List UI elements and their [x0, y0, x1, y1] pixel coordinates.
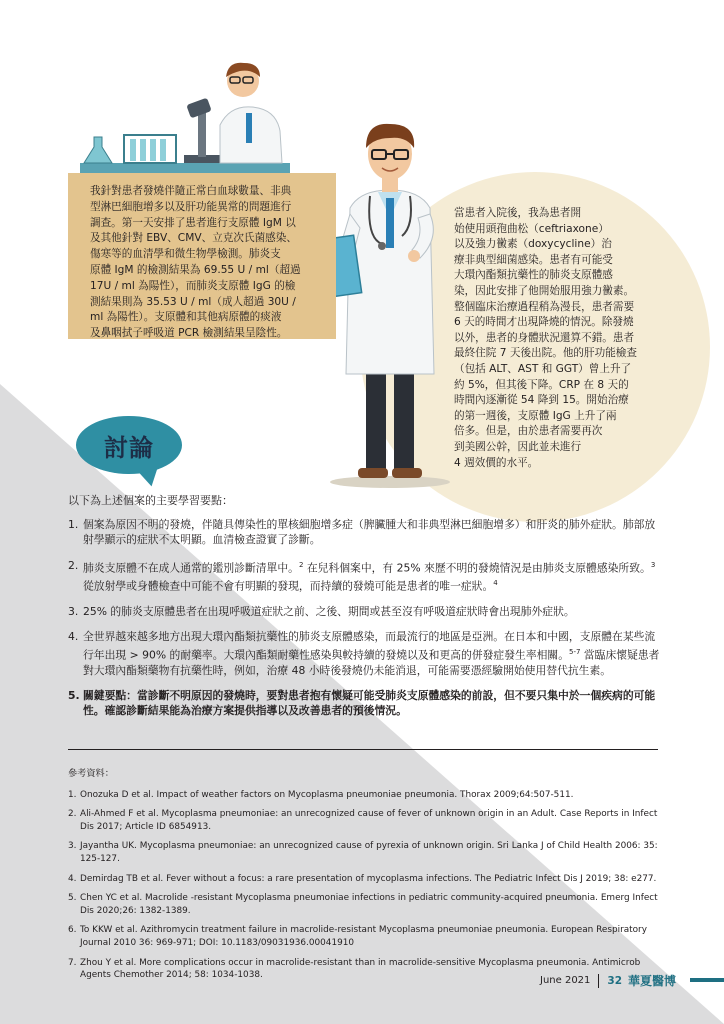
learning-point-key [68, 688, 660, 719]
learning-point [68, 558, 660, 594]
circle-line: （包括 ALT、AST 和 GGT）曾上升了 [454, 362, 632, 375]
point-text-part: 從放射學或身體檢查中可能不會有明顯的發現，而持續的發燒可能是患者的唯一症狀。 [83, 579, 494, 593]
learning-points-list [68, 517, 660, 729]
circle-line: 當患者入院後，我為患者開 [454, 207, 582, 219]
ref-number: 7. [68, 957, 77, 968]
reference-item [68, 789, 660, 802]
reference-item [68, 873, 660, 886]
ref-number: 2. [68, 809, 77, 820]
citation: 4 [493, 578, 498, 587]
ref-number: 5. [68, 893, 77, 904]
point-text [83, 558, 660, 594]
ref-text: Chen YC et al. Macrolide -resistant Mycoplasma pneumoniae infections in pediatric community-acquired pneumonia. Emerg Infect Dis 2020;26: 1382-1389. [80, 893, 658, 916]
circle-line: 始使用頭孢曲松（ceftriaxone） [454, 222, 609, 235]
references-title: 參考資料： [68, 768, 114, 779]
ref-text: Onozuka D et al. Impact of weather factors on Mycoplasma pneumoniae pneumonia. Thorax 2009;64:507-511. [80, 789, 574, 800]
box-line: 型淋巴細胞增多以及肝功能異常的問題進行 [90, 200, 292, 213]
learning-points-intro: 以下為上述個案的主要學習要點： [68, 494, 233, 507]
learning-point [68, 604, 660, 619]
reference-item [68, 892, 660, 917]
circle-line: 大環內酯類抗藥性的肺炎支原體感 [454, 269, 613, 282]
ref-number: 6. [68, 925, 77, 936]
box-line: 傷寒等的血清學和微生物學檢測。肺炎支 [90, 248, 281, 261]
ref-number: 1. [68, 789, 77, 800]
box-line: 調查。第一天安排了患者進行支原體 IgM 以 [90, 216, 296, 229]
citation: 3 [650, 560, 656, 569]
point-text-part: 當臨床懷疑患者對大環內酯類藥物有抗藥性時，例如，治療 48 小時後發燒仍未能消退，可能需要憑經驗開始使用替代抗生素。 [83, 648, 660, 677]
circle-line: 以外，患者的身體狀況還算不錯。患者 [454, 331, 635, 344]
footer-separator [598, 974, 599, 988]
footer-accent-bar [690, 978, 724, 982]
doctor-standing-illustration [320, 118, 460, 490]
point-number: 5. [68, 689, 80, 703]
issue-date: June 2021 [540, 975, 591, 986]
point-text-part: 全世界越來越多地方出現大環內酯類抗藥性的肺炎支原體感染，而最流行的地區是亞洲。在日本和中國，支原體在某些流行年出現 > 90% 的耐藥率。大環內酯類耐藥性感染與較持續的發燒以及和更高的併發症發生率相關。 [83, 630, 656, 662]
magazine-logo: 華夏醫博 [628, 974, 677, 988]
reference-item [68, 840, 660, 865]
circle-line: 6 天的時間才出現降燒的情況。除發燒 [454, 316, 634, 329]
references [68, 768, 660, 989]
box-line: 17U / ml 為陽性），而肺炎支原體 IgG 的檢 [90, 279, 296, 292]
circle-line: 到美國公幹，因此並未進行 [454, 440, 582, 453]
box-line: ml 為陽性）。支原體和其他病原體的痰液 [90, 311, 282, 324]
section-title: 討論 [104, 433, 154, 462]
point-text [83, 629, 660, 678]
ref-text: Jayantha UK. Mycoplasma pneumoniae: an unrecognized cause of pyrexia of unknown origin. Sri Lanka J of Child Health 2006: 35: 125-127. [80, 841, 658, 864]
discussion-bubble [76, 416, 182, 474]
box-line: 原體 IgM 的檢測結果為 69.55 U / ml（超過 [90, 263, 301, 276]
ref-number: 3. [68, 841, 77, 852]
page-footer [540, 972, 676, 989]
point-number: 1. [68, 518, 79, 531]
box-line: 及鼻咽拭子呼吸道 PCR 檢測結果呈陰性。 [90, 327, 288, 340]
ref-text: Demirdag TB et al. Fever without a focus: a rare presentation of mycoplasma infections. The Pediatric Infect Dis J 2019; 38: e277. [80, 873, 657, 884]
circle-line: 4 週效價的水平。 [454, 456, 539, 469]
point-number: 4. [68, 630, 79, 644]
ref-text: To KKW et al. Azithromycin treatment failure in macrolide-resistant Mycoplasma pneumoniae pneumonia. European Respiratory Journal 2010 36: 969-971; DOI: 10.1183/09031936.00041910 [80, 925, 647, 948]
case-investigation-box [68, 173, 336, 339]
circle-line: 約 5%，但其後下降。CRP 在 8 天的 [454, 378, 629, 391]
citation: 2 [298, 560, 304, 569]
learning-point [68, 629, 660, 678]
point-number: 2. [68, 558, 79, 572]
ref-text: Zhou Y et al. More complications occur in macrolide-resistant than in macrolide-sensitive Mycoplasma pneumonia. Antimicrob Agents Chemother 2014; 58: 1034-1038. [80, 957, 641, 981]
ref-number: 4. [68, 873, 77, 884]
ref-text: Ali-Ahmed F et al. Mycoplasma pneumoniae: an unrecognized cause of fever of unknown origin in an Adult. Case Reports in Infect Dis 2017; Article ID 6854913. [80, 809, 658, 832]
circle-line: 最終住院 7 天後出院。他的肝功能檢查 [454, 347, 637, 360]
point-text: 關鍵要點：當診斷不明原因的發燒時，要對患者抱有懷疑可能受肺炎支原體感染的前設，但不要只集中於一個疾病的可能性。確認診斷結果能為治療方案提供指導以及改善患者的預後情況。 [83, 689, 656, 718]
treatment-text [454, 206, 666, 471]
divider [68, 749, 658, 750]
circle-line: 染，因此安排了他開始服用強力黴素。 [454, 284, 635, 297]
learning-point [68, 517, 660, 548]
doctor-microscope-illustration [80, 55, 300, 180]
circle-line: 整個臨床治療過程稍為漫長，患者需要 [454, 300, 635, 313]
point-text-part: 在兒科個案中，有 25% 來歷不明的發燒情況是由肺炎支原體感染所致。 [303, 561, 651, 575]
circle-line: 倍多。但是，由於患者需要再次 [454, 425, 603, 438]
box-line: 測結果則為 35.53 U / ml（成人超過 30U / [90, 295, 296, 308]
box-line: 及其他針對 EBV、CMV、立克次氏菌感染、 [90, 232, 297, 245]
citation: 5-7 [569, 647, 581, 656]
reference-item [68, 808, 660, 833]
point-text: 個案為原因不明的發燒，伴隨具傳染性的單核細胞增多症（脾臟腫大和非典型淋巴細胞增多）和肝炎的肺外症狀。肺部放射學顯示的症狀不太明顯。血清檢查證實了診斷。 [83, 518, 656, 547]
circle-line: 以及強力黴素（doxycycline）治 [454, 238, 612, 251]
reference-item [68, 924, 660, 949]
page-number: 32 [607, 974, 623, 987]
circle-line: 時間內逐漸從 54 降到 15。開始治療 [454, 394, 629, 407]
circle-line: 療非典型細菌感染。患者有可能受 [454, 253, 613, 266]
box-line: 我針對患者發燒伴隨正常白血球數量、非典 [90, 185, 292, 197]
point-number: 3. [68, 604, 79, 618]
point-text: 25% 的肺炎支原體患者在出現呼吸道症狀之前、之後、期間或甚至沒有呼吸道症狀時會出現肺外症狀。 [83, 604, 575, 618]
circle-line: 的第一週後，支原體 IgG 上升了兩 [454, 409, 617, 422]
point-text-part: 肺炎支原體不在成人通常的鑑別診斷清單中。 [83, 561, 299, 575]
